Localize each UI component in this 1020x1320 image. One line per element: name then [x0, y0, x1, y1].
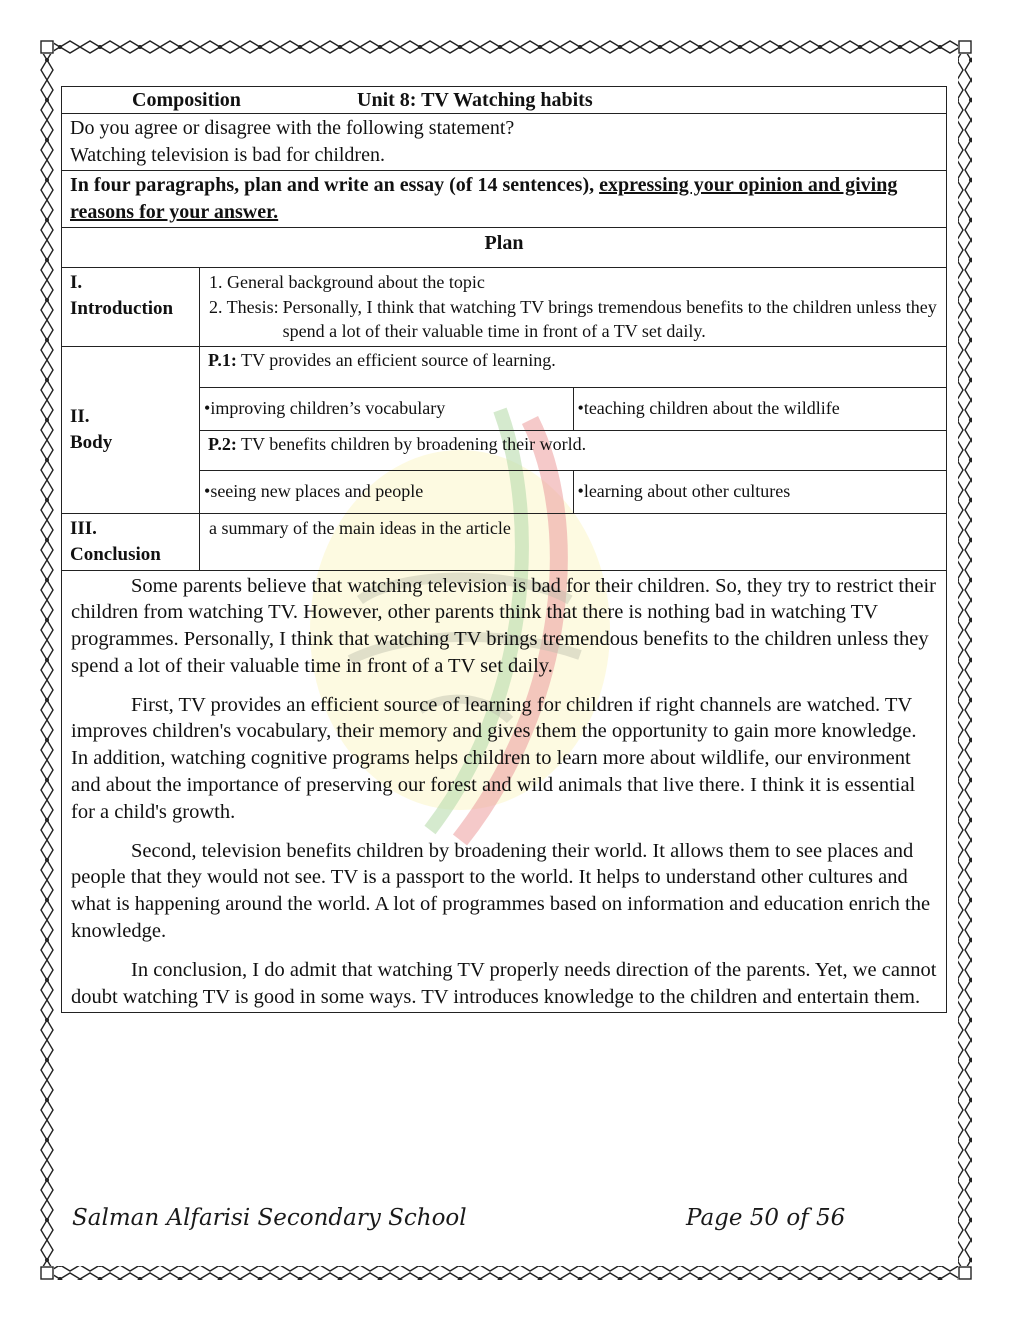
- bullet-icon: •: [577, 398, 584, 418]
- p2-label: P.2:: [208, 433, 237, 454]
- body-p2-points: [200, 471, 946, 513]
- essay-paragraph-3: Second, television benefits children by broadening their world. It allows them to see places and people that they would not see. TV is a passport to the world. It helps to understand other cultures and what is happening around the world. A lot of programmes based on information and education enrich the knowledge.: [71, 839, 931, 943]
- intro-numeral: I.: [70, 272, 83, 293]
- instruction-text: In four paragraphs, plan and write an essay (of 14 sentences),: [70, 174, 600, 196]
- intro-heading: Introduction: [70, 298, 174, 319]
- plan-introduction: [62, 268, 946, 347]
- plan-body: [62, 347, 946, 514]
- footer-page-number: Page 50 of 56: [686, 1205, 846, 1231]
- conclusion-label: [62, 514, 200, 570]
- footer-school-name: Salman Alfarisi Secondary School: [72, 1205, 467, 1231]
- body-label: [62, 347, 200, 513]
- bullet-icon: •: [204, 398, 211, 418]
- p1-label: P.1:: [208, 349, 237, 370]
- plan-conclusion: [62, 514, 946, 571]
- bullet-icon: •: [577, 481, 584, 501]
- p2-point-b: • learning about other cultures: [577, 481, 791, 501]
- conclusion-heading: Conclusion: [70, 543, 161, 565]
- body-heading: Body: [70, 431, 113, 453]
- essay-paragraph-4: In conclusion, I do admit that watching TV properly needs direction of the parents. Yet, we cannot doubt watching TV is good in some ways. TV introduces knowledge to the children and entertain them.: [71, 958, 937, 1008]
- essay-paragraph-1: Some parents believe that watching television is bad for their children. So, they try to restrict their children from watching TV. However, other parents think that there is nothing bad in watching TV programmes. Personally, I think that watching TV brings tremendous benefits to the children unless they spend a lot of their valuable time in front of a TV set daily.: [71, 574, 936, 677]
- body-p1-points: [200, 388, 946, 431]
- essay: [62, 571, 946, 1013]
- conclusion-content: a summary of the main ideas in the article: [209, 517, 511, 538]
- body-numeral: II.: [70, 405, 90, 427]
- essay-paragraph-2: First, TV provides an efficient source of learning for children if right channels are watched. TV improves children's vocabulary, their memory and gives them the opportunity to gain more knowledge. In addition, watching cognitive programs helps children to learn more about wildlife, our environment and about the importance of preserving our forest and wild animals that live there. I think it is essential for a child's growth.: [71, 693, 917, 823]
- prompt-statement: Watching television is bad for children.: [70, 144, 385, 166]
- prompt-block: [62, 114, 946, 171]
- unit-title: Unit 8: TV Watching habits: [357, 88, 593, 111]
- body-p1: [200, 347, 946, 388]
- p2-text: TV benefits children by broadening their world.: [241, 433, 587, 454]
- header-title: Composition: [132, 88, 241, 111]
- prompt-question: Do you agree or disagree with the following statement?: [70, 117, 515, 139]
- instruction-underlined: expressing your opinion and giving reasons for your answer.: [70, 174, 898, 223]
- thesis-text: Personally, I think that watching TV brings tremendous benefits to the children unless they spend a lot of their valuable time in front of a TV set daily.: [282, 296, 937, 341]
- composition-sheet: [61, 86, 947, 1013]
- intro-item-1: 1. General background about the topic: [209, 272, 485, 292]
- p1-point-a: • improving children’s vocabulary: [200, 388, 574, 430]
- thesis-label: 2. Thesis:: [209, 296, 279, 317]
- p2-point-a: • seeing new places and people: [200, 471, 574, 513]
- p1-text: TV provides an efficient source of learning.: [241, 349, 556, 370]
- bullet-icon: •: [204, 481, 211, 501]
- body-content: [200, 347, 946, 513]
- intro-content: [200, 268, 946, 346]
- intro-item-2: [209, 295, 938, 344]
- body-p2: [200, 431, 946, 471]
- plan-title: Plan: [62, 228, 946, 268]
- p1-point-b: • teaching children about the wildlife: [577, 398, 840, 418]
- intro-label: [62, 268, 200, 346]
- conclusion-numeral: III.: [70, 517, 97, 539]
- instruction: [62, 171, 946, 228]
- sheet-header: [62, 87, 946, 114]
